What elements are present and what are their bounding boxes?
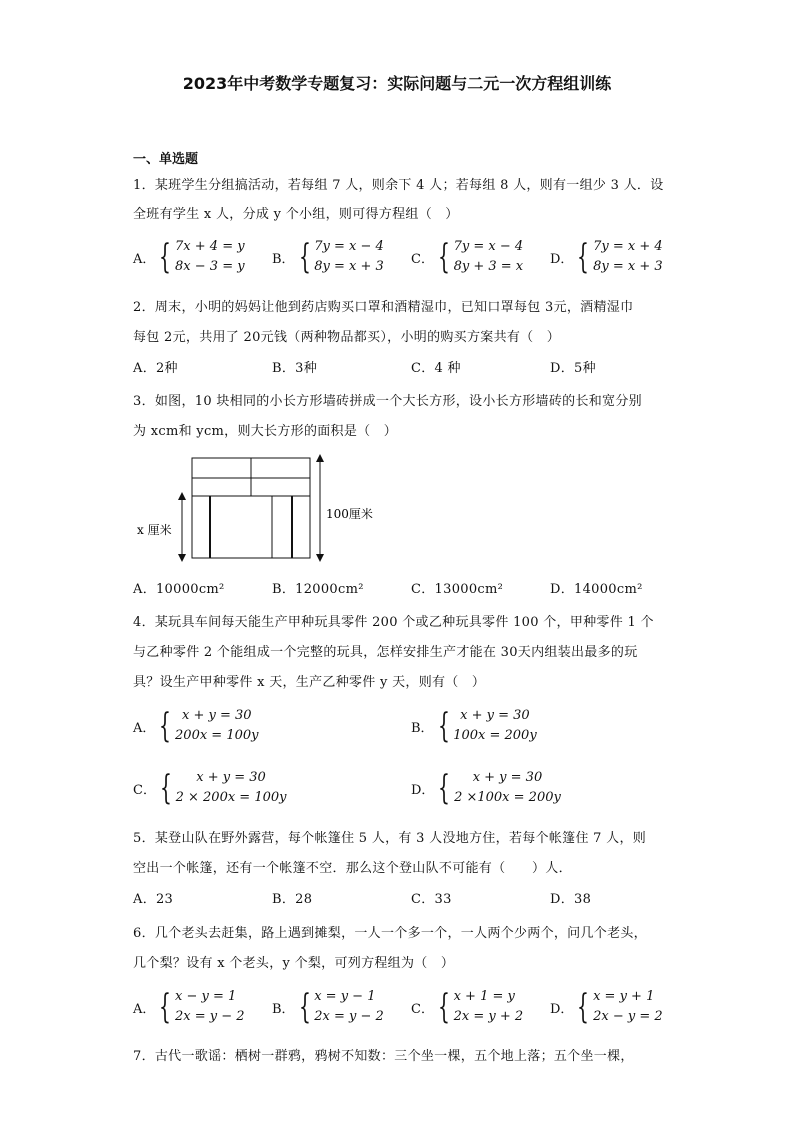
- q1-option-b: [272, 237, 384, 277]
- equation: 7y = x − 4: [314, 239, 384, 254]
- q2-option-c: C．4 种: [411, 361, 461, 376]
- equation-system: [299, 987, 384, 1027]
- brace-icon: {: [577, 237, 590, 277]
- option-label: B．: [272, 1001, 295, 1017]
- equation: 7x + 4 = y: [175, 239, 245, 254]
- option-label: D．: [550, 1001, 574, 1017]
- equation: 8x − 3 = y: [175, 259, 245, 274]
- option-label: D．: [550, 251, 574, 267]
- q7-line1: 7．古代一歌谣：栖树一群鸦，鸦树不知数：三个坐一棵，五个地上落；五个坐一棵，: [133, 1049, 634, 1064]
- q3-option-b: B．12000cm²: [272, 582, 364, 597]
- equation: 2x = y − 2: [314, 1009, 384, 1024]
- q6-line1: 6．几个老头去赶集，路上遇到摊梨，一人一个多一个，一人两个少两个，问几个老头，: [133, 926, 647, 941]
- q4-line1: 4．某玩具车间每天能生产甲种玩具零件 200 个或乙种玩具零件 100 个，甲种零件 1 个: [133, 615, 654, 630]
- equation: 8y + 3 = x: [453, 259, 524, 274]
- q4-option-a: [133, 706, 259, 746]
- equation-system: [159, 237, 244, 277]
- equation: 7y = x − 4: [453, 239, 524, 254]
- q6-line2: 几个梨？设有 x 个老头，y 个梨，可列方程组为（ ）: [133, 956, 455, 971]
- q4-option-c: [133, 768, 286, 808]
- q4-option-d: [411, 768, 561, 808]
- q4-line3: 具？设生产甲种零件 x 天，生产乙种零件 y 天，则有（ ）: [133, 675, 486, 690]
- brace-icon: {: [298, 987, 311, 1027]
- q6-option-c: [411, 987, 523, 1027]
- fig-right-label: 100厘米: [326, 507, 373, 521]
- q1-line2: 全班有学生 x 人，分成 y 个小组，则可得方程组（ ）: [133, 207, 459, 222]
- equation: x + y = 30: [460, 708, 530, 723]
- equation-system: [299, 237, 384, 277]
- option-label: B．: [411, 720, 434, 736]
- equation: 2x = y − 2: [175, 1009, 245, 1024]
- q2-option-b: B．3种: [272, 361, 318, 376]
- brace-icon: {: [577, 987, 590, 1027]
- q5-option-a: A．23: [133, 892, 174, 907]
- q1-option-d: [550, 237, 663, 277]
- page-title: 2023年中考数学专题复习：实际问题与二元一次方程组训练: [182, 74, 612, 93]
- equation: 2x = y + 2: [453, 1009, 524, 1024]
- equation: 2 ×100x = 200y: [454, 790, 561, 805]
- brick-wall-figure: [132, 452, 392, 567]
- q4-option-b: [411, 706, 537, 746]
- q2-line1: 2．周末，小明的妈妈让他到药店购买口罩和酒精湿巾，已知口罩每包 3元，酒精湿巾: [133, 300, 634, 315]
- option-label: B．: [272, 251, 295, 267]
- q5-option-d: D．38: [550, 892, 592, 907]
- equation: x + 1 = y: [453, 989, 515, 1004]
- brace-icon: {: [298, 237, 311, 277]
- equation: 2 × 200x = 100y: [175, 790, 287, 805]
- brace-icon: {: [437, 706, 450, 746]
- q3-option-d: D．14000cm²: [550, 582, 643, 597]
- q6-option-d: [550, 987, 663, 1027]
- equation-system: [438, 768, 560, 808]
- brace-icon: {: [437, 987, 450, 1027]
- q3-option-c: C．13000cm²: [411, 582, 504, 597]
- option-label: A．: [133, 1001, 156, 1017]
- equation: 200x = 100y: [175, 728, 259, 743]
- equation: x = y − 1: [314, 989, 376, 1004]
- equation: x + y = 30: [472, 770, 543, 785]
- q5-option-c: C．33: [411, 892, 452, 907]
- equation: 8y = x + 3: [593, 259, 663, 274]
- equation-system: [577, 987, 662, 1027]
- q2-option-d: D．5种: [550, 361, 596, 376]
- q6-option-b: [272, 987, 384, 1027]
- q5-line1: 5．某登山队在野外露营，每个帐篷住 5 人，有 3 人没地方住，若每个帐篷住 7 人，则: [133, 831, 647, 846]
- option-label: A．: [133, 720, 156, 736]
- equation-system: [438, 706, 537, 746]
- fig-left-label: x 厘米: [137, 523, 172, 537]
- equation: 2x − y = 2: [593, 1009, 663, 1024]
- q5-option-b: B．28: [272, 892, 313, 907]
- brace-icon: {: [159, 987, 172, 1027]
- section-heading: 一、单选题: [133, 152, 199, 167]
- equation-system: [160, 768, 287, 808]
- brace-icon: {: [159, 768, 172, 808]
- brace-icon: {: [437, 237, 450, 277]
- equation: x + y = 30: [181, 708, 252, 723]
- option-label: C．: [133, 782, 156, 798]
- brace-icon: {: [159, 706, 172, 746]
- equation: x − y = 1: [175, 989, 237, 1004]
- equation-system: [438, 237, 523, 277]
- equation-system: [577, 237, 662, 277]
- q4-line2: 与乙种零件 2 个能组成一个完整的玩具，怎样安排生产才能在 30天内组装出最多的玩: [133, 645, 638, 660]
- equation: 7y = x + 4: [593, 239, 663, 254]
- equation-system: [159, 987, 244, 1027]
- option-label: C．: [411, 1001, 434, 1017]
- option-label: A．: [133, 251, 156, 267]
- q5-line2: 空出一个帐篷，还有一个帐篷不空．那么这个登山队不可能有（ ）人．: [133, 861, 572, 876]
- q6-option-a: [133, 987, 245, 1027]
- q1-option-c: [411, 237, 523, 277]
- option-label: C．: [411, 251, 434, 267]
- brace-icon: {: [159, 237, 172, 277]
- equation: x = y + 1: [593, 989, 655, 1004]
- equation-system: [438, 987, 523, 1027]
- q3-line1: 3．如图，10 块相同的小长方形墙砖拼成一个大长方形，设小长方形墙砖的长和宽分别: [133, 394, 642, 409]
- equation: x + y = 30: [196, 770, 266, 785]
- q1-option-a: [133, 237, 245, 277]
- q2-line2: 每包 2元，共用了 20元钱（两种物品都买），小明的购买方案共有（ ）: [133, 330, 561, 345]
- q2-option-a: A．2种: [133, 361, 178, 376]
- q3-option-a: A．10000cm²: [133, 582, 225, 597]
- option-label: D．: [411, 782, 435, 798]
- equation: 100x = 200y: [453, 728, 537, 743]
- q3-line2: 为 xcm和 ycm，则大长方形的面积是（ ）: [133, 424, 398, 439]
- equation-system: [159, 706, 258, 746]
- equation: 8y = x + 3: [314, 259, 384, 274]
- q1-line1: 1．某班学生分组搞活动，若每组 7 人，则余下 4 人；若每组 8 人，则有一组少 3 人．设: [133, 178, 664, 193]
- brace-icon: {: [438, 768, 451, 808]
